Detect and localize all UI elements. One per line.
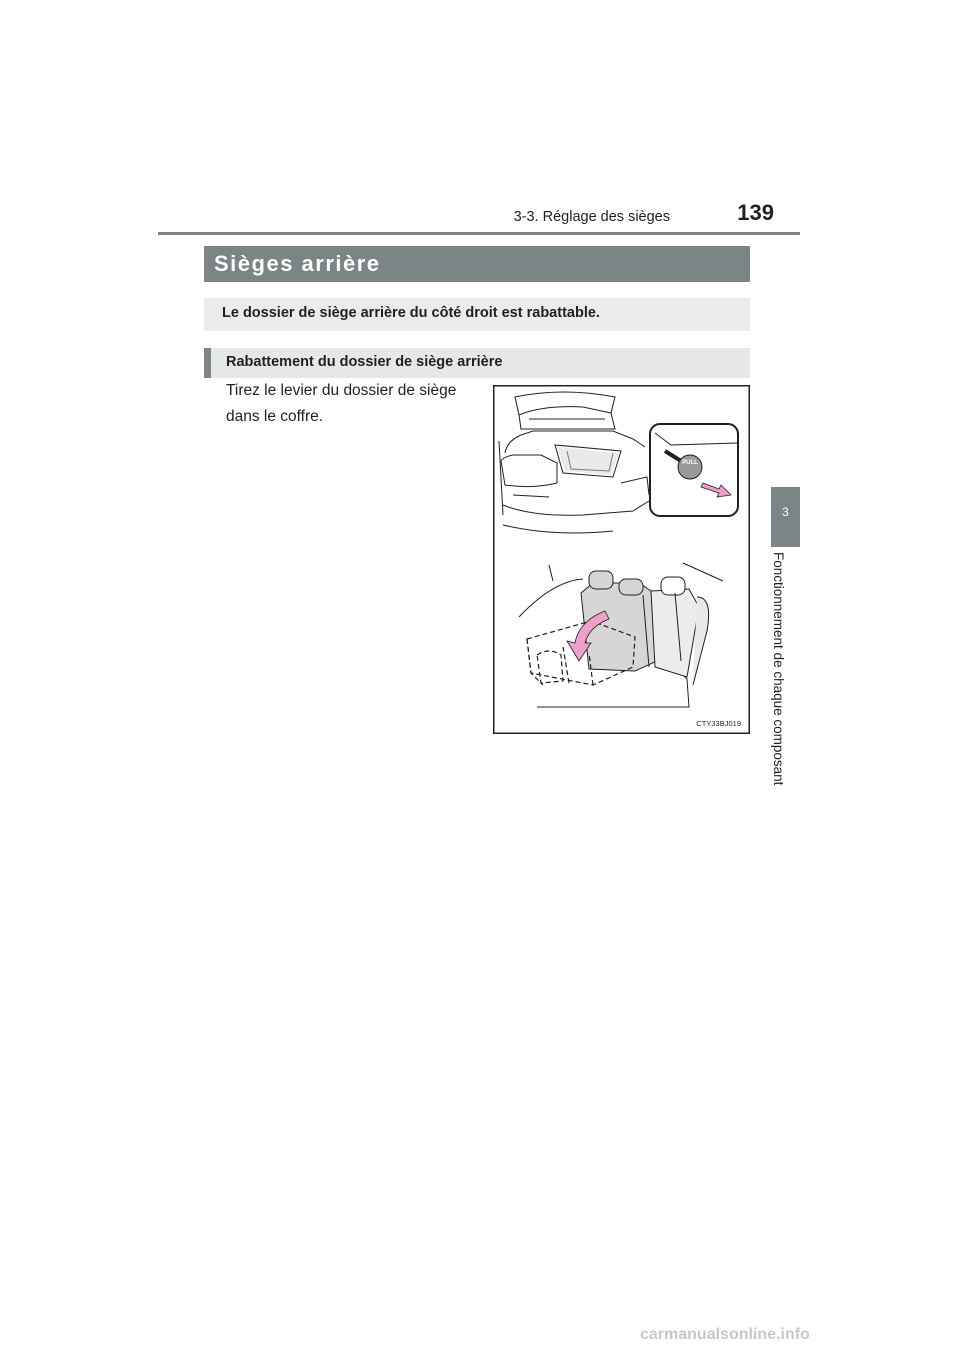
subsection-title: Rabattement du dossier de siège arrière: [226, 354, 503, 370]
body-line: dans le coffre.: [226, 408, 324, 425]
page-number: 139: [737, 200, 774, 225]
seat-fold-illustration: [493, 385, 750, 734]
chapter-title: Fonctionnement de chaque composant: [771, 552, 786, 786]
subsection-accent: [204, 348, 211, 378]
section-title: Sièges arrière: [214, 251, 381, 276]
chapter-title-container: [770, 552, 802, 812]
header-rule: [158, 232, 800, 235]
figure-code: CTY33BJ019: [696, 719, 741, 728]
lever-label: PULL: [682, 460, 698, 466]
watermark: carmanualsonline.info: [640, 1326, 810, 1343]
chapter-number: 3: [782, 505, 789, 519]
intro-text: Le dossier de siège arrière du côté droit est rabattable.: [222, 305, 600, 321]
section-reference: 3-3. Réglage des sièges: [513, 209, 670, 225]
body-line: Tirez le levier du dossier de siège: [226, 382, 457, 399]
body-text: [226, 378, 488, 430]
